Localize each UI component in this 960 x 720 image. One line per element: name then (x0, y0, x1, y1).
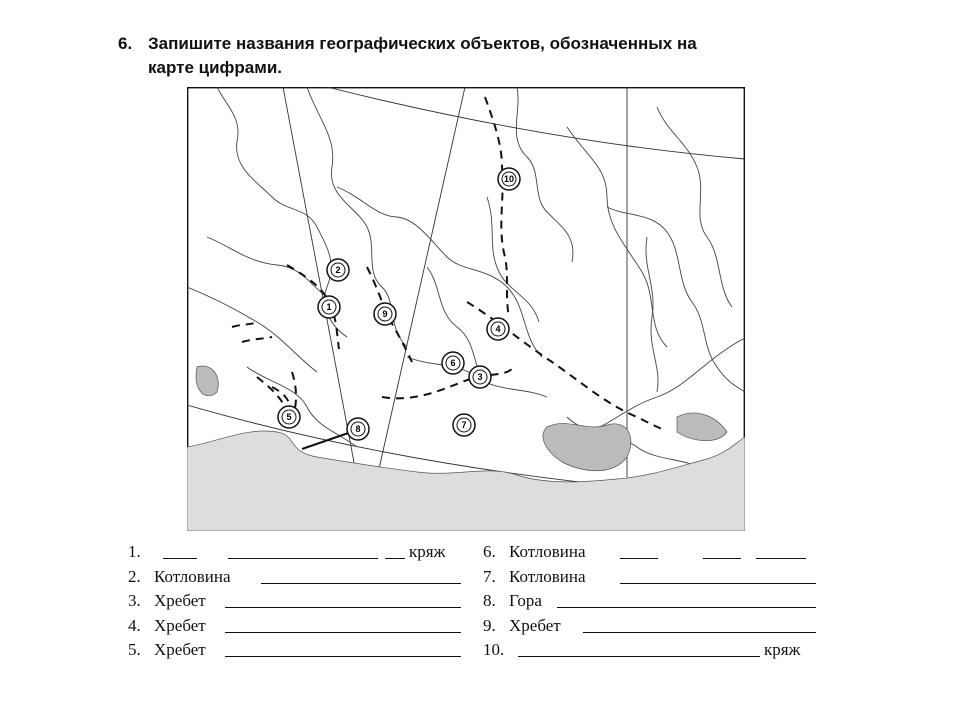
marker-3 (469, 366, 491, 388)
answer-number: 6. (483, 542, 496, 561)
answer-blank[interactable] (163, 542, 197, 559)
marker-7 (453, 414, 475, 436)
answer-blank[interactable] (225, 640, 461, 657)
marker-9 (374, 303, 396, 325)
task-text-1: Запишите названия географических объектов, обозначенных на (148, 34, 697, 53)
answer-blank[interactable] (518, 640, 760, 657)
answer-blank[interactable] (228, 542, 378, 559)
marker-label: 5 (286, 412, 292, 422)
answer-prefix: Хребет (509, 615, 561, 635)
answer-prefix: Гора (509, 591, 542, 610)
answer-row-3 (128, 591, 463, 616)
marker-5 (278, 406, 300, 428)
answer-number: 4. (128, 615, 141, 635)
marker-label: 6 (450, 358, 456, 368)
answer-row-1 (128, 542, 463, 567)
marker-2 (327, 259, 349, 281)
answer-blank[interactable] (703, 542, 741, 559)
answer-blank[interactable] (620, 542, 658, 559)
marker-1 (318, 296, 340, 318)
answer-blank[interactable] (620, 567, 816, 584)
marker-label: 1 (326, 302, 332, 312)
answer-column-right (483, 542, 818, 665)
answer-row-2 (128, 567, 463, 592)
marker-label: 3 (477, 372, 483, 382)
task-heading (118, 32, 838, 80)
answer-blank[interactable] (225, 616, 461, 633)
marker-10 (498, 168, 520, 190)
marker-4 (487, 318, 509, 340)
answer-row-7 (483, 567, 818, 592)
answer-prefix: Хребет (154, 615, 206, 635)
answer-prefix: Хребет (154, 640, 206, 659)
contour-map (187, 87, 745, 531)
answer-prefix: Котловина (509, 566, 586, 586)
answer-blank[interactable] (225, 591, 461, 608)
answer-row-8 (483, 591, 818, 616)
answer-row-6 (483, 542, 818, 567)
answer-suffix: кряж (764, 640, 801, 659)
answer-row-5 (128, 640, 463, 665)
answer-blank[interactable] (557, 591, 816, 608)
answer-row-4 (128, 616, 463, 641)
answer-number: 3. (128, 591, 141, 610)
answer-number: 9. (483, 615, 496, 635)
marker-8 (347, 418, 369, 440)
answer-blank[interactable] (583, 616, 816, 633)
task-number: 6. (118, 34, 133, 53)
task-line-1 (118, 32, 838, 56)
answer-number: 2. (128, 566, 141, 586)
answer-row-9 (483, 616, 818, 641)
answer-number: 8. (483, 591, 496, 610)
answer-number: 10. (483, 640, 505, 659)
marker-label: 2 (335, 265, 341, 275)
answer-blank[interactable] (261, 567, 461, 584)
marker-label: 9 (382, 309, 388, 319)
marker-label: 8 (355, 424, 361, 434)
answer-column-left (128, 542, 463, 665)
answer-row-10 (483, 640, 818, 665)
marker-label: 10 (503, 174, 515, 184)
task-text-2: карте цифрами. (148, 58, 282, 77)
answer-blank[interactable] (385, 542, 405, 559)
answer-number: 1. (128, 542, 141, 561)
answer-suffix: кряж (409, 542, 446, 561)
marker-6 (442, 352, 464, 374)
marker-label: 7 (461, 420, 467, 430)
answer-prefix: Котловина (154, 566, 231, 586)
answer-prefix: Котловина (509, 542, 586, 561)
answer-number: 7. (483, 566, 496, 586)
answer-blank[interactable] (756, 542, 806, 559)
answer-prefix: Хребет (154, 591, 206, 610)
marker-label: 4 (495, 324, 501, 334)
answer-number: 5. (128, 640, 141, 659)
